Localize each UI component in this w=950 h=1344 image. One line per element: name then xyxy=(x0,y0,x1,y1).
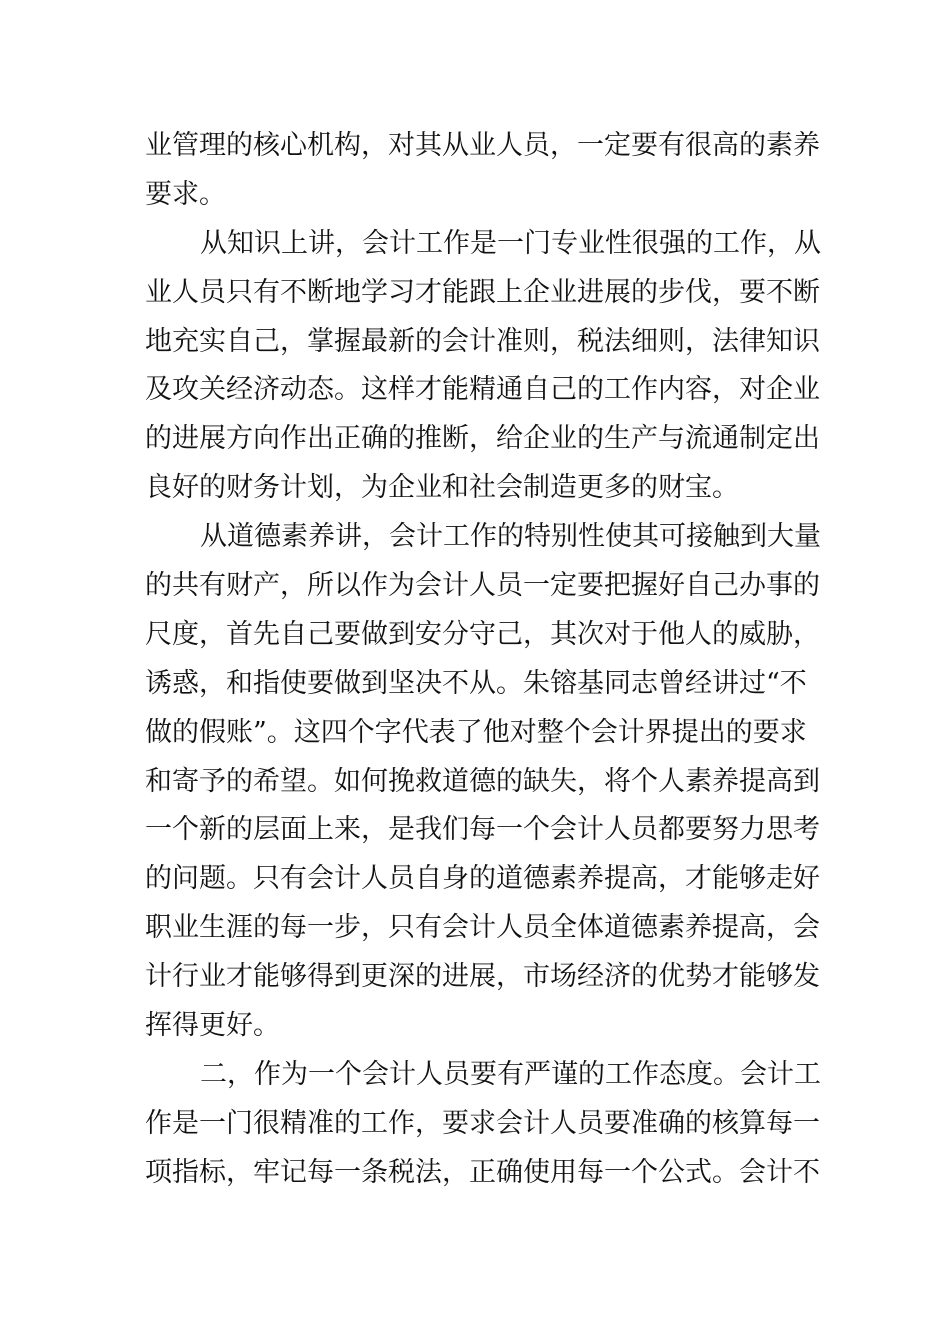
text-line: 从知识上讲，会计工作是一门专业性很强的工作，从 xyxy=(200,227,821,259)
text-line: 要求。 xyxy=(145,178,226,210)
text-line: 和寄予的希望。如何挽救道德的缺失，将个人素养提高到 xyxy=(145,765,820,797)
text-line: 的共有财产，所以作为会计人员一定要把握好自己办事的 xyxy=(145,570,820,602)
text-line: 良好的财务计划，为企业和社会制造更多的财宝。 xyxy=(145,472,739,504)
text-line: 的问题。只有会计人员自身的道德素养提高，才能够走好 xyxy=(145,863,820,895)
text-line: 业管理的核心机构，对其从业人员，一定要有很高的素养 xyxy=(145,130,820,161)
text-line: 做的假账”。这四个字代表了他对整个会计界提出的要求 xyxy=(145,716,807,748)
text-line: 地充实自己，掌握最新的会计准则，税法细则，法律知识 xyxy=(145,325,820,357)
text-line: 尺度，首先自己要做到安分守己，其次对于他人的威胁， xyxy=(145,618,820,650)
text-line: 计行业才能够得到更深的进展，市场经济的优势才能够发 xyxy=(145,961,820,993)
text-line: 业人员只有不断地学习才能跟上企业进展的步伐，要不断 xyxy=(145,276,820,308)
text-line: 挥得更好。 xyxy=(145,1010,280,1042)
document-body xyxy=(145,122,821,1198)
text-line: 职业生涯的每一步，只有会计人员全体道德素养提高，会 xyxy=(145,912,820,944)
text-line: 从道德素养讲，会计工作的特别性使其可接触到大量 xyxy=(200,521,821,553)
text-line: 二，作为一个会计人员要有严谨的工作态度。会计工 xyxy=(200,1058,821,1090)
text-line: 及攻关经济动态。这样才能精通自己的工作内容，对企业 xyxy=(145,374,820,406)
text-line: 一个新的层面上来，是我们每一个会计人员都要努力思考 xyxy=(145,814,820,846)
text-line: 作是一门很精准的工作，要求会计人员要准确的核算每一 xyxy=(145,1107,820,1139)
text-line: 诱惑，和指使要做到坚决不从。朱镕基同志曾经讲过“不 xyxy=(145,667,807,699)
text-line: 的进展方向作出正确的推断，给企业的生产与流通制定出 xyxy=(145,423,820,455)
text-line: 项指标，牢记每一条税法，正确使用每一个公式。会计不 xyxy=(145,1156,820,1188)
